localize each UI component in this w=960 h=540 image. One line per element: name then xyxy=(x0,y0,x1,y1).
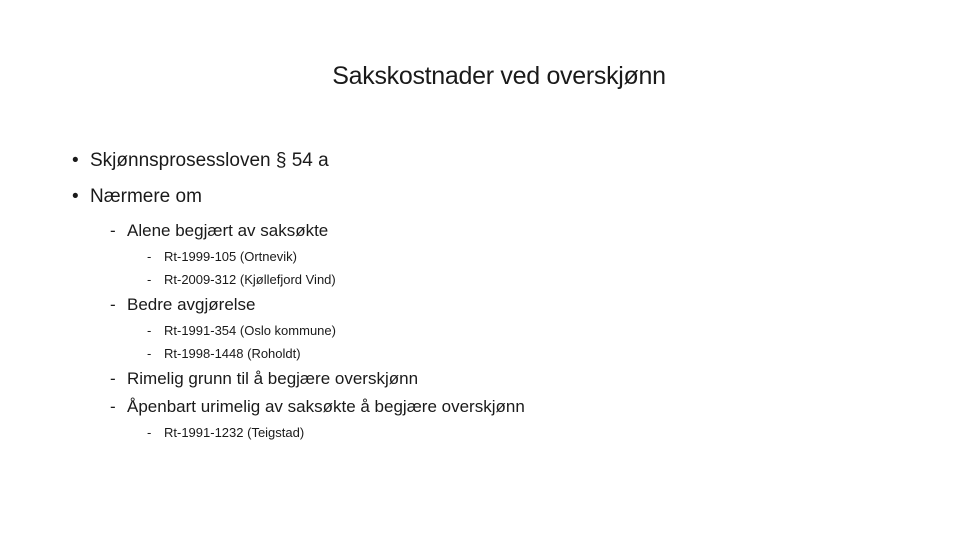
sub-bullet-item xyxy=(72,395,892,423)
bullet-marker: - xyxy=(110,221,116,240)
sub-bullet-item xyxy=(72,293,892,321)
bullet-marker: • xyxy=(72,186,79,207)
slide-title: Sakskostnader ved overskjønn xyxy=(332,62,666,90)
bullet-text: Rt-2009-312 (Kjøllefjord Vind) xyxy=(164,272,336,287)
bullet-text: Nærmere om xyxy=(90,186,202,207)
bullet-text: Skjønnsprosessloven § 54 a xyxy=(90,150,329,171)
bullet-marker: - xyxy=(147,425,152,440)
sub-bullet-item xyxy=(72,367,892,395)
bullet-item xyxy=(72,147,892,183)
bullet-marker: - xyxy=(147,272,152,287)
bullet-text: Rt-1991-354 (Oslo kommune) xyxy=(164,323,336,338)
bullet-text: Rt-1998-1448 (Roholdt) xyxy=(164,346,301,361)
bullet-text: Bedre avgjørelse xyxy=(127,295,256,314)
bullet-marker: - xyxy=(110,397,116,416)
bullet-marker: - xyxy=(147,346,152,361)
bullet-text: Rimelig grunn til å begjære overskjønn xyxy=(127,369,419,388)
bullet-text: Åpenbart urimelig av saksøkte å begjære overskjønn xyxy=(127,397,525,416)
case-reference-item xyxy=(72,423,892,446)
bullet-marker: - xyxy=(147,323,152,338)
bullet-text: Rt-1991-1232 (Teigstad) xyxy=(164,425,305,440)
bullet-text: Rt-1999-105 (Ortnevik) xyxy=(164,249,297,264)
case-reference-item xyxy=(72,321,892,344)
case-reference-item xyxy=(72,344,892,367)
bullet-marker: - xyxy=(110,295,116,314)
bullet-text: Alene begjært av saksøkte xyxy=(127,221,329,240)
case-reference-item xyxy=(72,247,892,270)
bullet-marker: • xyxy=(72,150,79,171)
bullet-list xyxy=(72,147,892,446)
bullet-item xyxy=(72,183,892,219)
sub-bullet-item xyxy=(72,219,892,247)
case-reference-item xyxy=(72,270,892,293)
bullet-marker: - xyxy=(110,369,116,388)
bullet-marker: - xyxy=(147,249,152,264)
